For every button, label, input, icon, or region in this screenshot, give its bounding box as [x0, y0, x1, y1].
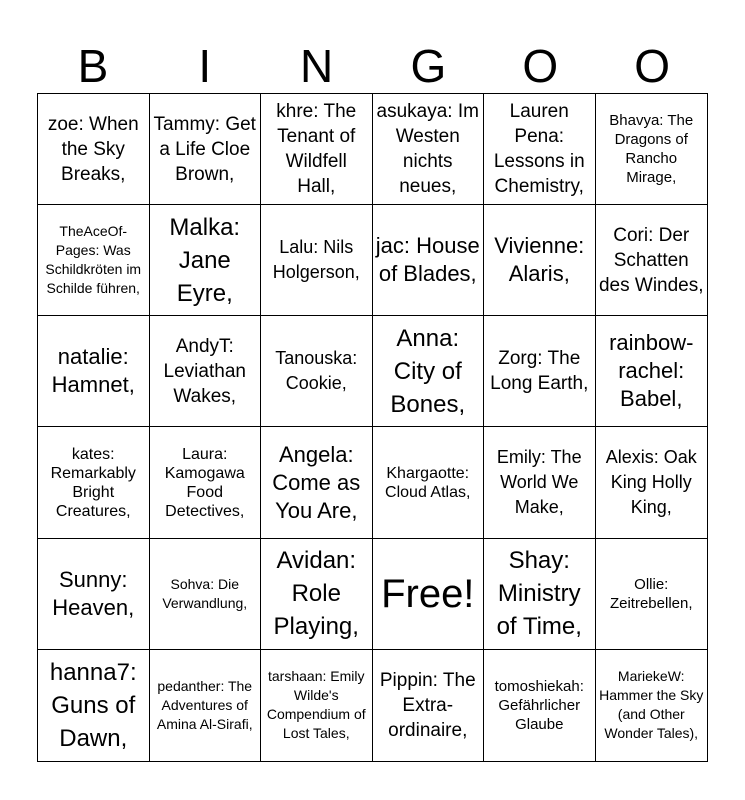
bingo-cell[interactable]	[150, 427, 262, 538]
bingo-cell[interactable]	[38, 650, 150, 761]
bingo-cell[interactable]	[373, 316, 485, 427]
cell-text: Malka: Jane Eyre,	[169, 213, 241, 307]
bingo-cell[interactable]	[373, 650, 485, 761]
bingo-cell[interactable]	[484, 650, 596, 761]
cell-text: hanna7: Guns of Dawn,	[49, 658, 137, 752]
cell-text: tarshaan: Emily Wilde's Compendium of Lost Tales,	[266, 668, 366, 742]
cell-text: Shay: Ministry of Time,	[496, 547, 582, 641]
header-letter-g: G	[410, 40, 447, 92]
cell-text: Emily: The World We Make,	[496, 447, 582, 518]
bingo-grid	[37, 93, 708, 762]
cell-text: AndyT: Leviathan Wakes,	[163, 335, 246, 407]
cell-text: Lalu: Nils Holgerson,	[272, 237, 360, 283]
bingo-cell[interactable]	[38, 205, 150, 316]
header-letter-i: I	[198, 40, 212, 92]
bingo-cell[interactable]	[596, 650, 708, 761]
bingo-cell[interactable]	[150, 316, 262, 427]
cell-text: kates: Remarkably Bright Creatures,	[50, 445, 136, 520]
free-cell[interactable]	[373, 539, 485, 650]
bingo-cell[interactable]	[373, 427, 485, 538]
cell-text: jac: House of Blades,	[375, 233, 480, 287]
bingo-cell[interactable]	[484, 94, 596, 205]
bingo-cell[interactable]	[150, 205, 262, 316]
bingo-cell[interactable]	[373, 205, 485, 316]
cell-text: Sohva: Die Verwandlung,	[162, 575, 248, 611]
free-cell-text: Free!	[381, 571, 475, 616]
cell-text: Zorg: The Long Earth,	[490, 348, 589, 395]
bingo-cell[interactable]	[484, 316, 596, 427]
bingo-cell[interactable]	[596, 94, 708, 205]
cell-text: TheAceOf-Pages: Was Schildkröten im Schilde führen,	[45, 223, 142, 297]
bingo-cell[interactable]	[150, 539, 262, 650]
bingo-cell[interactable]	[484, 205, 596, 316]
cell-text: Angela: Come as You Are,	[272, 441, 361, 523]
bingo-cell[interactable]	[484, 427, 596, 538]
bingo-cell[interactable]	[261, 316, 373, 427]
cell-text: Avidan: Role Playing,	[273, 547, 359, 641]
bingo-cell[interactable]	[150, 94, 262, 205]
cell-text: zoe: When the Sky Breaks,	[47, 113, 139, 185]
bingo-cell[interactable]	[596, 205, 708, 316]
cell-text: Bhavya: The Dragons of Rancho Mirage,	[609, 112, 694, 187]
bingo-cell[interactable]	[261, 650, 373, 761]
cell-text: Pippin: The Extra-ordinaire,	[379, 669, 476, 741]
header-letter-b: B	[77, 40, 109, 92]
bingo-cell[interactable]	[261, 427, 373, 538]
cell-text: Anna: City of Bones,	[390, 324, 466, 418]
bingo-cell[interactable]	[596, 316, 708, 427]
cell-text: Ollie: Zeitrebellen,	[609, 575, 693, 612]
bingo-cell[interactable]	[38, 539, 150, 650]
bingo-cell[interactable]	[38, 316, 150, 427]
cell-text: MariekeW: Hammer the Sky (and Other Wonder Tales),	[599, 668, 704, 742]
cell-text: Tammy: Get a Life Cloe Brown,	[153, 113, 256, 185]
header-letter-o2: O	[634, 40, 670, 92]
header-letter-n: N	[299, 40, 334, 92]
bingo-cell[interactable]	[261, 94, 373, 205]
cell-text: Khargaotte: Cloud Atlas,	[385, 464, 471, 501]
cell-text: pedanther: The Adventures of Amina Al-Sirafi,	[156, 677, 253, 732]
cell-text: Vivienne: Alaris,	[494, 233, 585, 287]
cell-text: rainbow-rachel: Babel,	[609, 330, 694, 412]
cell-text: Alexis: Oak King Holly King,	[605, 447, 697, 518]
bingo-cell[interactable]	[484, 539, 596, 650]
bingo-cell[interactable]	[38, 427, 150, 538]
bingo-cell[interactable]	[596, 539, 708, 650]
cell-text: khre: The Tenant of Wildfell Hall,	[276, 101, 357, 198]
cell-text: asukaya: Im Westen nichts neues,	[376, 101, 479, 198]
bingo-cell[interactable]	[596, 427, 708, 538]
bingo-cell[interactable]	[150, 650, 262, 761]
cell-text: tomoshiekah: Gefährlicher Glaube	[494, 677, 584, 733]
cell-text: Laura: Kamogawa Food Detectives,	[164, 445, 245, 520]
header-letter-o: O	[522, 40, 559, 92]
bingo-cell[interactable]	[261, 539, 373, 650]
cell-text: Cori: Der Schatten des Windes,	[598, 224, 704, 296]
cell-text: natalie: Hamnet,	[51, 344, 135, 398]
cell-text: Tanouska: Cookie,	[275, 348, 358, 394]
bingo-cell[interactable]	[373, 94, 485, 205]
bingo-cell[interactable]	[38, 94, 150, 205]
cell-text: Lauren Pena: Lessons in Chemistry,	[493, 101, 585, 198]
cell-text: Sunny: Heaven,	[52, 566, 135, 620]
bingo-cell[interactable]	[261, 205, 373, 316]
bingo-header	[37, 38, 708, 94]
